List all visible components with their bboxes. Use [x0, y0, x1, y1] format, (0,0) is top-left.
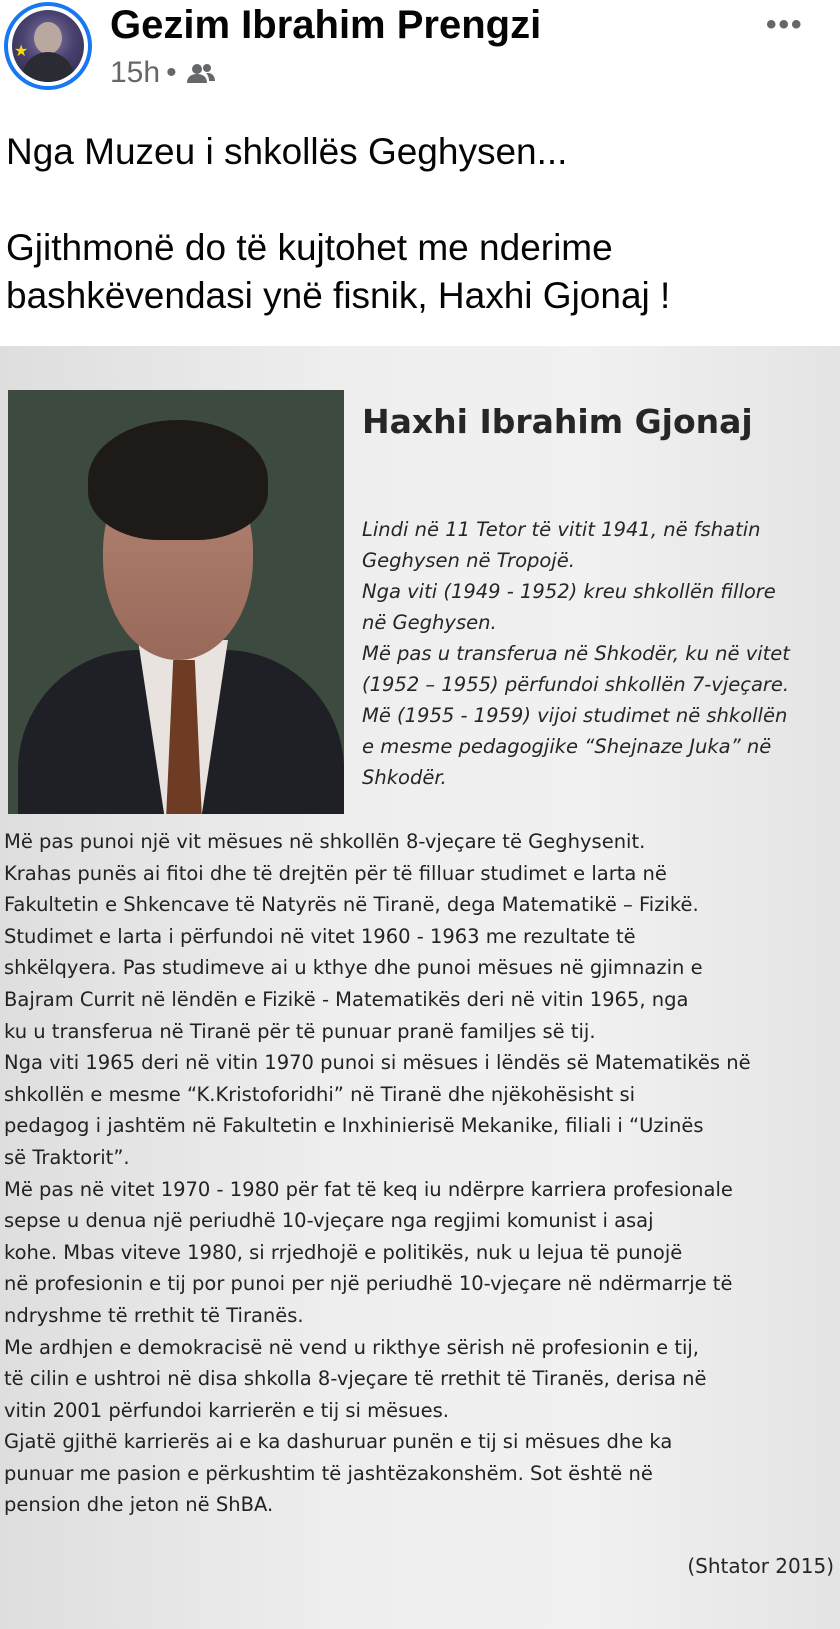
- panel-title: Haxhi Ibrahim Gjonaj: [362, 402, 753, 441]
- bio-line: Nga viti 1965 deri në vitin 1970 punoi si mësues i lëndës së Matematikës në: [4, 1051, 751, 1075]
- meta-separator: •: [166, 56, 177, 89]
- caption-line: Nga Muzeu i shkollës Geghysen...: [6, 131, 568, 172]
- bio-line: në Geghysen.: [362, 611, 497, 634]
- bio-line: shkëlqyera. Pas studimeve ai u kthye dhe punoi mësues në gjimnazin e: [4, 956, 703, 980]
- bio-line: Më (1955 - 1959) vijoi studimet në shkollën: [362, 704, 788, 727]
- bio-line: ndryshme të rrethit të Tiranës.: [4, 1303, 304, 1327]
- author-name[interactable]: Gezim Ibrahim Prengzi: [110, 3, 542, 47]
- bio-line: Gjatë gjithë karrierës ai e ka dashuruar punën e tij si mësues dhe ka: [4, 1430, 673, 1454]
- bio-line: e mesme pedagogjike “Shejnaze Juka” në: [362, 735, 772, 758]
- bio-line: Më pas punoi një vit mësues në shkollën 8-vjeçare të Geghysenit.: [4, 830, 646, 853]
- bio-line: Bajram Currit në lëndën e Fizikë - Matematikës deri në vitin 1965, nga: [4, 987, 689, 1011]
- caption-line: bashkëvendasi ynë fisnik, Haxhi Gjonaj !: [6, 275, 671, 316]
- bio-line: ku u transferua në Tiranë për të punuar pranë familjes së tij.: [4, 1019, 596, 1043]
- bio-line: Lindi në 11 Tetor të vitit 1941, në fshatin: [362, 518, 761, 541]
- bio-line: pension dhe jeton në ShBA.: [4, 1493, 274, 1517]
- bio-line: Me ardhjen e demokracisë në vend u rikthye sërish në profesionin e tij,: [4, 1335, 699, 1359]
- post-time[interactable]: 15h: [110, 56, 161, 89]
- bio-intro: [362, 514, 832, 793]
- bio-line: Fakultetin e Shkencave të Natyrës në Tiranë, dega Matematikë – Fizikë.: [4, 893, 699, 917]
- star-icon: ★: [14, 43, 29, 60]
- group-icon: [187, 63, 215, 85]
- bio-line: Shkodër.: [362, 766, 447, 789]
- bio-line: Krahas punës ai fitoi dhe të drejtën për të filluar studimet e larta në: [4, 861, 667, 885]
- bio-line: shkollën e mesme “K.Kristoforidhi” në Tiranë dhe njëkohësisht si: [4, 1082, 636, 1106]
- portrait-photo: [8, 390, 344, 814]
- caption-line: [6, 176, 836, 224]
- bio-body: [4, 826, 838, 1521]
- more-options-icon[interactable]: •••: [766, 8, 804, 41]
- post-meta: [110, 56, 215, 90]
- bio-line: të cilin e ushtroi në disa shkolla 8-vjeçare të rrethit të Tiranës, derisa në: [4, 1367, 707, 1391]
- bio-line: së Traktorit”.: [4, 1145, 130, 1169]
- bio-line: Më pas në vitet 1970 - 1980 për fat të keq iu ndërpre karriera profesionale: [4, 1177, 733, 1201]
- bio-line: Studimet e larta i përfundoi në vitet 1960 - 1963 me rezultate të: [4, 924, 636, 948]
- panel-date: (Shtator 2015): [687, 1554, 834, 1578]
- bio-line: Më pas u transferua në Shkodër, ku në vitet: [362, 642, 790, 665]
- bio-line: në profesionin e tij por punoi per një periudhë 10-vjeçare në ndërmarrje të: [4, 1272, 733, 1296]
- post-caption: [6, 128, 836, 320]
- bio-line: (1952 – 1955) përfundoi shkollën 7-vjeçare.: [362, 673, 790, 696]
- avatar[interactable]: [4, 2, 92, 90]
- museum-panel: [0, 346, 840, 1629]
- bio-line: vitin 2001 përfundoi karrierën e tij si mësues.: [4, 1398, 449, 1422]
- bio-line: Geghysen në Tropojë.: [362, 549, 575, 572]
- bio-line: Nga viti (1949 - 1952) kreu shkollën fillore: [362, 580, 776, 603]
- post-header: [0, 0, 840, 110]
- bio-line: kohe. Mbas viteve 1980, si rrjedhojë e politikës, nuk u lejua të punojë: [4, 1240, 683, 1264]
- caption-line: Gjithmonë do të kujtohet me nderime: [6, 227, 613, 268]
- post-photo[interactable]: [0, 346, 840, 1629]
- bio-line: pedagog i jashtëm në Fakultetin e Inxhinierisë Mekanike, filiali i “Uzinës: [4, 1114, 704, 1138]
- bio-line: punuar me pasion e përkushtim të jashtëzakonshëm. Sot është në: [4, 1461, 653, 1485]
- bio-line: sepse u denua një periudhë 10-vjeçare nga regjimi komunist i asaj: [4, 1209, 654, 1233]
